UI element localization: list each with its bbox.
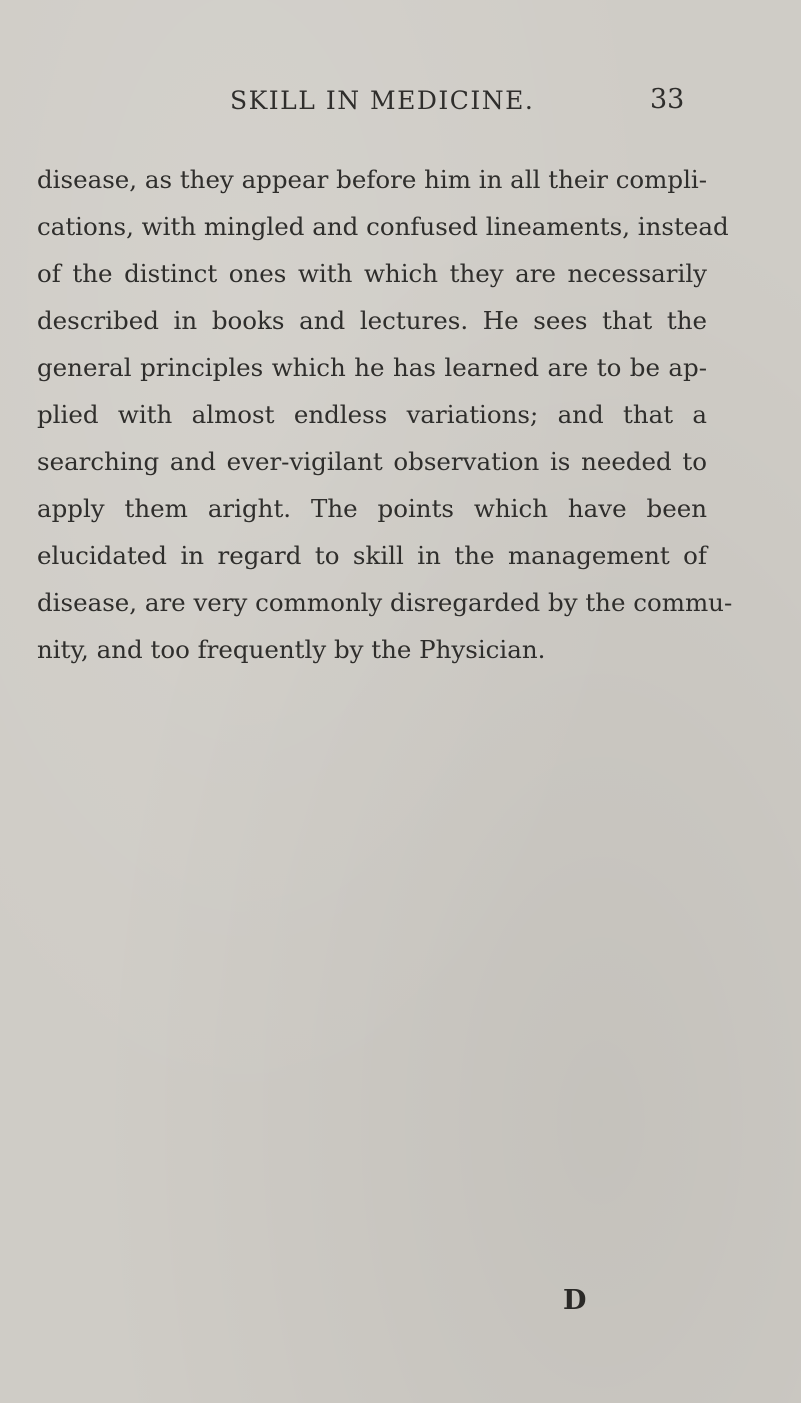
text-line: nity, and too frequently by the Physician.: [37, 635, 546, 664]
text-line: plied with almost endless variations; and that a: [37, 400, 707, 429]
page-number: 33: [650, 84, 685, 115]
text-line: disease, are very commonly disregarded by the commu-: [37, 588, 733, 617]
text-line: apply them aright. The points which have been: [37, 494, 707, 523]
signature-mark: D: [563, 1285, 587, 1316]
running-head: SKILL IN MEDICINE.: [230, 86, 535, 115]
text-line: disease, as they appear before him in all their compli-: [37, 165, 708, 194]
text-line: general principles which he has learned are to be ap-: [37, 353, 707, 382]
text-line: elucidated in regard to skill in the management of: [37, 541, 707, 570]
text-line: described in books and lectures. He sees that the: [37, 306, 707, 335]
text-line: of the distinct ones with which they are necessarily: [37, 259, 707, 288]
body-paragraph: [37, 156, 733, 673]
text-line: searching and ever-vigilant observation is needed to: [37, 447, 707, 476]
text-line: cations, with mingled and confused lineaments, instead: [37, 212, 729, 241]
